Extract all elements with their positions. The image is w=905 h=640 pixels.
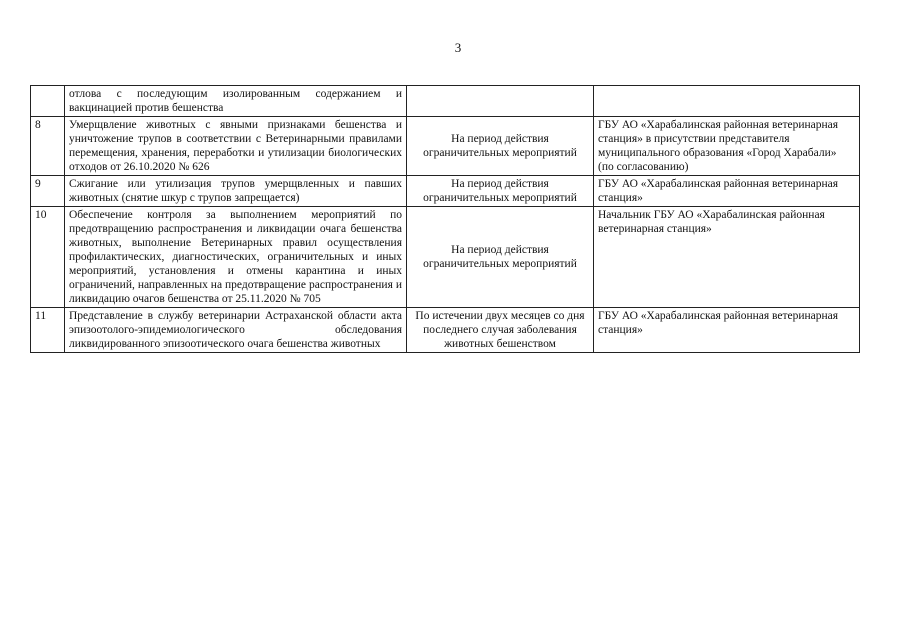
measure-description: Представление в службу ветеринарии Астраханской области акта эпизоотолого-эпидемиологического обследования ликвидированного эпизоотического очага бешенства животных [65,308,407,353]
measure-period [407,86,594,117]
table-row-11 [31,308,860,353]
measure-description: Сжигание или утилизация трупов умерщвленных и павших животных (снятие шкур с трупов запрещается) [65,176,407,207]
page-number: 3 [454,40,462,55]
measure-period: По истечении двух месяцев со дня последнего случая заболевания животных бешенством [407,308,594,353]
row-number: 8 [31,117,65,176]
row-number: 11 [31,308,65,353]
measure-description: отлова с последующим изолированным содержанием и вакцинацией против бешенства [65,86,407,117]
table-row-continuation [31,86,860,117]
measures-table-container [30,85,859,353]
measure-responsible: Начальник ГБУ АО «Харабалинская районная ветеринарная станция» [594,207,860,308]
table-row-10 [31,207,860,308]
measure-responsible: ГБУ АО «Харабалинская районная ветеринарная станция» в присутствии представителя муниципального образования «Город Харабали» (по согласованию) [594,117,860,176]
measure-description: Обеспечение контроля за выполнением мероприятий по предотвращению распространения и ликвидации очага бешенства животных, выполнение Ветеринарных правил осуществления профилактических, диагностических, ограничительных и иных мероприятий, установления и отмены карантина и иных ограничений, направленных на предотвращение распространения и ликвидацию очагов бешенства от 25.11.2020 № 705 [65,207,407,308]
measure-period: На период действия ограничительных мероприятий [407,207,594,308]
measure-period: На период действия ограничительных мероприятий [407,176,594,207]
measure-responsible: ГБУ АО «Харабалинская районная ветеринарная станция» [594,308,860,353]
table-row-9 [31,176,860,207]
row-number: 9 [31,176,65,207]
measure-responsible: ГБУ АО «Харабалинская районная ветеринарная станция» [594,176,860,207]
row-number [31,86,65,117]
measure-period: На период действия ограничительных мероприятий [407,117,594,176]
table-row-8 [31,117,860,176]
measures-table [30,85,860,353]
measure-responsible [594,86,860,117]
measure-description: Умерщвление животных с явными признаками бешенства и уничтожение трупов в соответствии с Ветеринарными правилами перемещения, хранения, переработки и утилизации биологических отходов от 26.10.2020 № 626 [65,117,407,176]
row-number: 10 [31,207,65,308]
